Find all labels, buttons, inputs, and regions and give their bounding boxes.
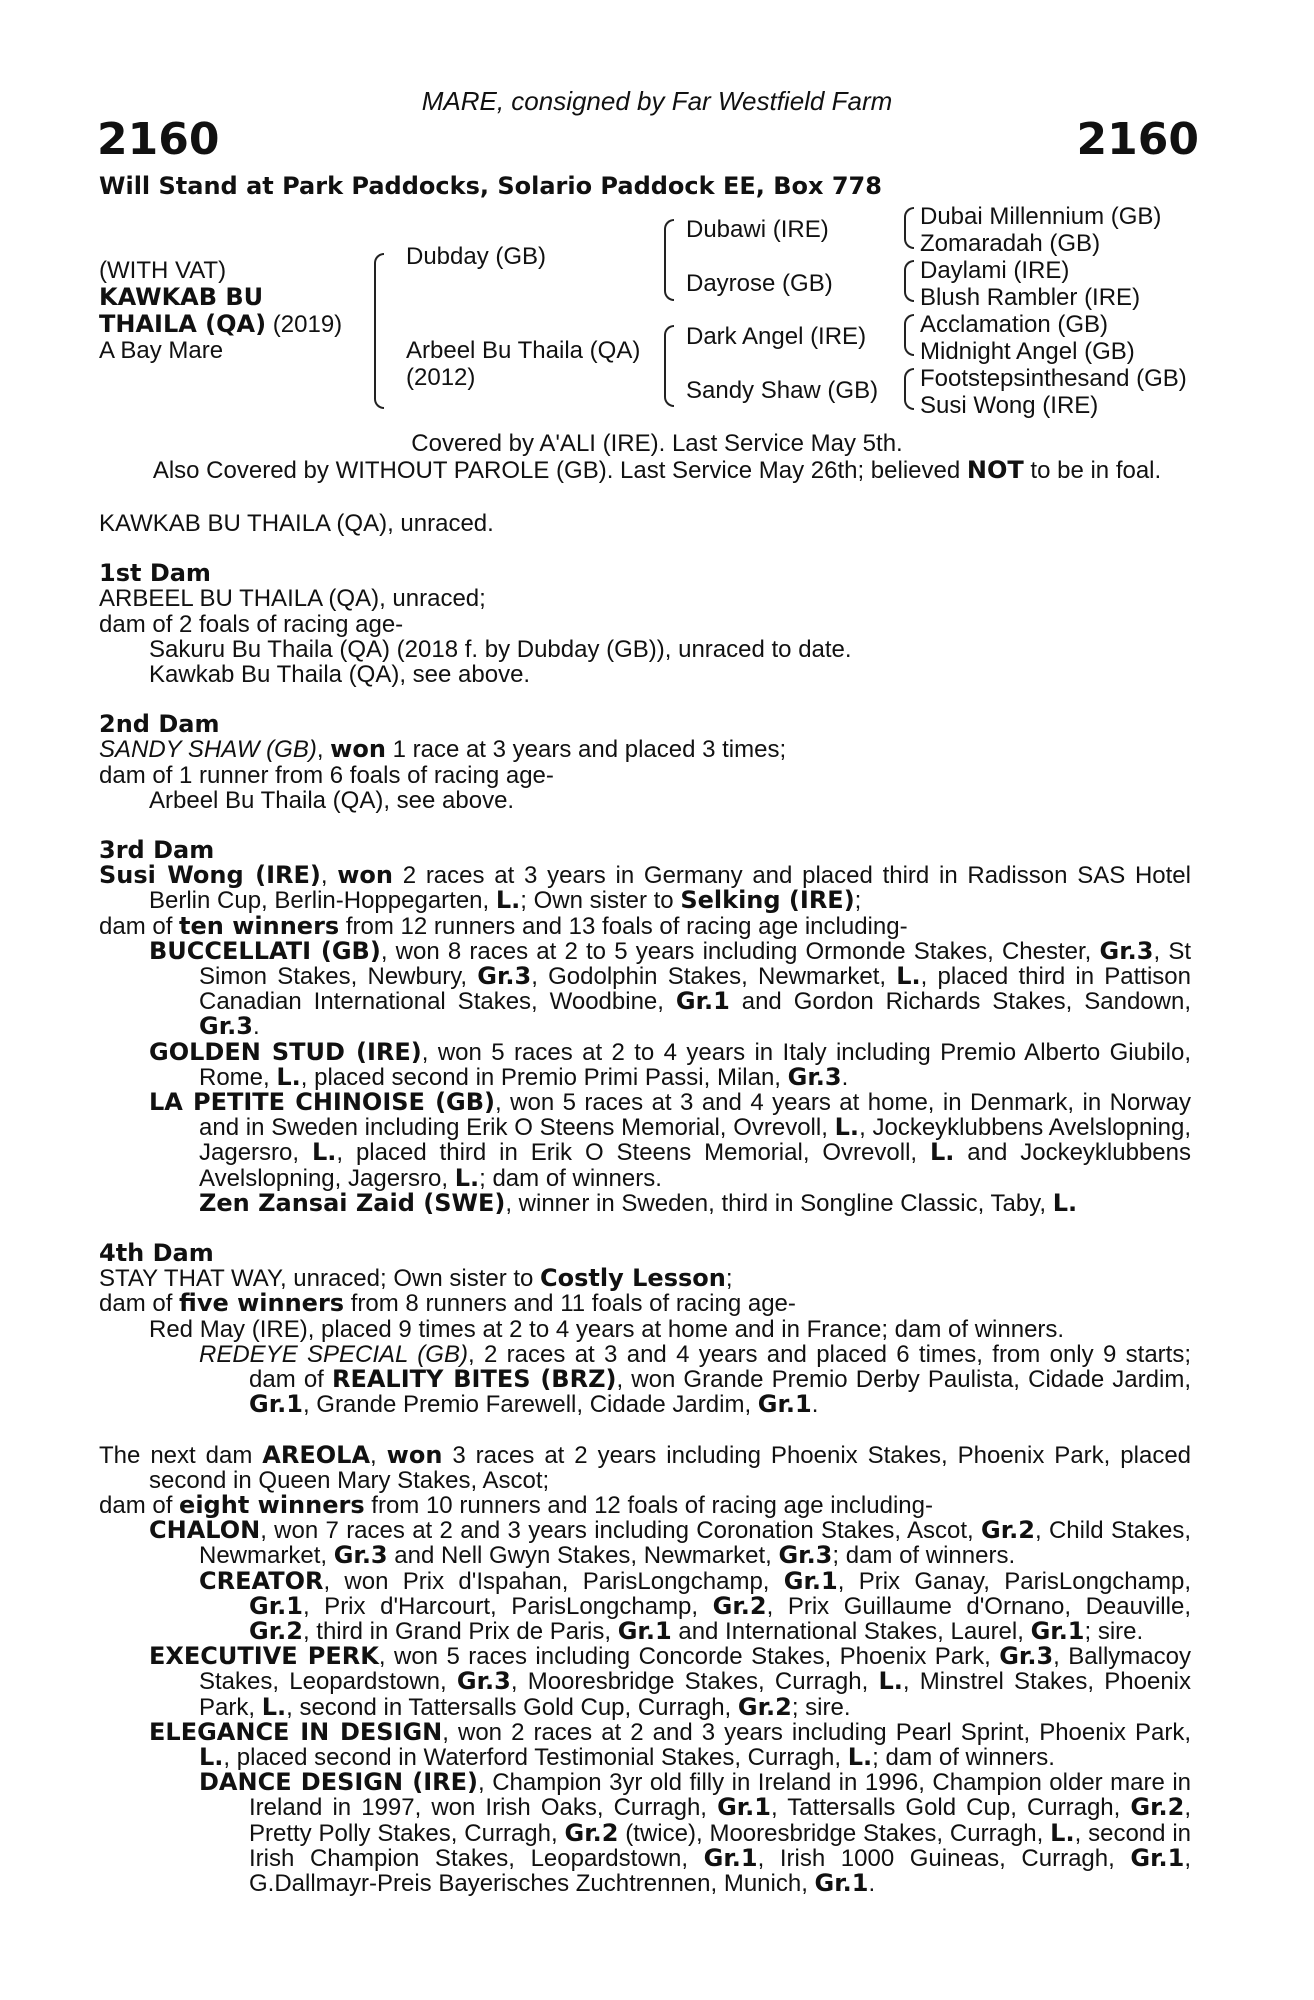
buccellati-c: , Godolphin Stakes, Newmarket, — [531, 963, 897, 991]
first-dam-heading: 1st Dam — [99, 559, 211, 588]
lot-number-right: 2160 — [1076, 114, 1199, 165]
produce-zen-zansai-zaid — [99, 1188, 1191, 1217]
redeye-g1: Gr.1 — [249, 1390, 303, 1419]
fourth-dam-foals-a: dam of — [99, 1290, 180, 1318]
chalon-a: , won 7 races at 2 and 3 years including Coronation Stakes, Ascot, — [260, 1517, 982, 1545]
pedigree-sd: Dayrose (GB) — [686, 270, 833, 297]
dd-name: DANCE DESIGN (IRE) — [199, 1768, 479, 1797]
buccellati-g1: Gr.3 — [1099, 936, 1154, 965]
first-dam-produce-1: Sakuru Bu Thaila (QA) (2018 f. by Dubday (GB)), unraced to date. — [149, 635, 852, 663]
creator-g: ; sire. — [1084, 1617, 1144, 1645]
covered-not: NOT — [966, 456, 1024, 484]
stand-at-line: Will Stand at Park Paddocks, Solario Paddock EE, Box 778 — [99, 172, 882, 200]
ep-f: ; sire. — [791, 1693, 851, 1721]
next-dam-foals-a: dam of — [99, 1491, 180, 1519]
pedigree-ds: Dark Angel (IRE) — [686, 323, 867, 350]
third-dam-foals — [99, 911, 1191, 940]
lpc-a: , won 5 races at 3 and 4 years at home, in Denmark, in Norway and in Sweden including Erik O Steens Memorial, Ovrevoll, — [199, 1089, 1192, 1142]
dd-a: , Champion 3yr old filly in Ireland in 1996, Champion older mare in Ireland in 1997, won Irish Oaks, Curragh, — [249, 1769, 1192, 1822]
dd-e: , second in Irish Champion Stakes, Leopardstown, — [249, 1819, 1192, 1872]
third-dam-t2: ; Own sister to — [520, 887, 681, 915]
dd-c: , Pretty Polly Stakes, Curragh, — [249, 1794, 1192, 1847]
lpc-name: LA PETITE CHINOISE (GB) — [149, 1088, 496, 1117]
pedigree-dam-year: (2012) — [406, 364, 476, 391]
creator-g2: Gr.1 — [249, 1591, 303, 1620]
ep-name: EXECUTIVE PERK — [149, 1642, 379, 1671]
next-dam-line: The next dam AREOLA, won 3 races at 2 years including Phoenix Stakes, Phoenix Park, placed second in Queen Mary Stakes, Ascot; — [99, 1440, 1192, 1494]
zzz-a: , winner in Sweden, third in Songline Classic, Taby, — [505, 1189, 1053, 1217]
covered-line-2-a: Also Covered by WITHOUT PAROLE (GB). Last Service May 26th; believed — [152, 457, 967, 484]
produce-creator — [99, 1566, 1191, 1645]
produce-redeye-special — [99, 1342, 1191, 1418]
creator-g5: Gr.1 — [617, 1616, 672, 1645]
redeye-g2: Gr.1 — [757, 1390, 812, 1419]
creator-g3: Gr.2 — [712, 1591, 767, 1620]
dd-g4: Gr.1 — [703, 1843, 758, 1872]
pedigree-sdd: Blush Rambler (IRE) — [920, 284, 1141, 311]
redeye-c: , Grande Premio Farewell, Cidade Jardim, — [302, 1391, 758, 1419]
dd-g3: Gr.2 — [564, 1818, 619, 1847]
pedigree-ss: Dubawi (IRE) — [686, 216, 829, 243]
covered-line-2 — [0, 456, 1314, 485]
chalon-d: ; dam of winners. — [832, 1542, 1016, 1570]
eid-l1: L. — [199, 1742, 224, 1771]
horse-year: (2019) — [266, 311, 343, 338]
lpc-e: ; dam of winners. — [479, 1164, 662, 1192]
produce-golden-stud — [99, 1037, 1191, 1091]
third-dam-winners: ten winners — [179, 911, 340, 940]
eid-c: ; dam of winners. — [872, 1743, 1055, 1771]
produce-elegance-in-design — [99, 1717, 1191, 1771]
third-dam-name: Susi Wong (IRE) — [99, 861, 321, 890]
golden-stud-g: Gr.3 — [787, 1062, 842, 1091]
next-dam-foals-b: from 10 runners and 12 foals of racing age including- — [364, 1491, 933, 1519]
produce-la-petite-chinoise — [99, 1090, 1191, 1191]
ep-e: , second in Tattersalls Gold Cup, Curragh, — [286, 1693, 738, 1721]
ep-g3: Gr.2 — [737, 1692, 792, 1721]
third-dam-line: Susi Wong (IRE), won 2 races at 3 years in Germany and placed third in Radisson SAS Hotel Berlin Cup, Berlin-Hoppegarten, L.; Own sister to Selking (IRE); — [99, 861, 1191, 915]
dd-h: . — [868, 1869, 876, 1897]
pedigree-dd: Sandy Shaw (GB) — [686, 377, 879, 404]
buccellati-g2: Gr.3 — [477, 962, 532, 991]
pedigree-brace-sd — [904, 260, 914, 302]
redeye-b: , won Grande Premio Derby Paulista, Cidade Jardim, — [616, 1366, 1191, 1394]
second-dam-record: 1 race at 3 years and placed 3 times; — [385, 736, 787, 764]
creator-a: , won Prix d'Ispahan, ParisLongchamp, — [323, 1567, 784, 1595]
creator-f: and International Stakes, Laurel, — [671, 1617, 1031, 1645]
catalogue-body — [99, 511, 1191, 1896]
chalon-g3: Gr.3 — [778, 1541, 833, 1570]
pedigree-brace-ss — [904, 207, 914, 249]
pedigree-ssd: Zomaradah (GB) — [920, 230, 1101, 257]
creator-name: CREATOR — [199, 1566, 324, 1595]
fourth-dam-heading: 4th Dam — [99, 1239, 214, 1268]
lpc-c: , placed third in Erik O Steens Memorial, Ovrevoll, — [336, 1139, 930, 1167]
buccellati-e: and Gordon Richards Stakes, Sandown, — [729, 988, 1191, 1016]
next-dam-a: The next dam — [99, 1441, 263, 1469]
chalon-name: CHALON — [149, 1516, 261, 1545]
buccellati-d: , placed third in Pattison Canadian International Stakes, Woodbine, — [199, 963, 1192, 1016]
ep-b: , Ballymacoy Stakes, Leopardstown, — [199, 1643, 1191, 1696]
first-dam-foals: dam of 2 foals of racing age- — [99, 610, 404, 638]
pedigree-brace-ds — [904, 314, 914, 356]
third-dam-heading: 3rd Dam — [99, 836, 215, 865]
ep-a: , won 5 races including Concorde Stakes, Phoenix Park, — [378, 1643, 1000, 1671]
horse-name-line2-text: THAILA (QA) — [99, 310, 267, 338]
creator-b: , Prix Ganay, ParisLongchamp, — [837, 1567, 1191, 1595]
fourth-dam-b: ; — [725, 1265, 733, 1293]
vat-note: (WITH VAT) — [99, 257, 227, 284]
chalon-b: , Child Stakes, Newmarket, — [199, 1517, 1192, 1570]
buccellati-g4: Gr.3 — [199, 1012, 253, 1041]
third-dam-t1: 2 races at 3 years in Germany and placed third in Radisson SAS Hotel Berlin Cup, Berlin-Hoppegarten, — [149, 862, 1191, 915]
dd-g5: Gr.1 — [1130, 1843, 1185, 1872]
fourth-dam-a: STAY THAT WAY, unraced; Own sister to — [99, 1265, 541, 1293]
dd-g1: Gr.1 — [717, 1793, 771, 1822]
zzz-l: L. — [1052, 1188, 1078, 1217]
chalon-g2: Gr.3 — [333, 1541, 388, 1570]
second-dam-heading: 2nd Dam — [99, 710, 220, 739]
creator-d: , Prix Guillaume d'Ornano, Deauville, — [766, 1592, 1191, 1620]
fourth-dam-foals-b: from 8 runners and 11 foals of racing age- — [344, 1290, 796, 1318]
produce-red-may: Red May (IRE), placed 9 times at 2 to 4 years at home and in France; dam of winners. — [149, 1315, 1065, 1343]
second-dam-line: SANDY SHAW (GB), won 1 race at 3 years and placed 3 times; — [99, 735, 787, 764]
redeye-a: , 2 races at 3 and 4 years and placed 6 times, from only 9 starts; dam of — [249, 1340, 1191, 1394]
golden-stud-c: . — [841, 1063, 849, 1091]
pedigree-brace-dd — [904, 368, 914, 410]
buccellati-l: L. — [896, 962, 921, 991]
pedigree-dds: Footstepsinthesand (GB) — [920, 365, 1187, 392]
third-dam-won: won — [337, 861, 393, 890]
third-dam-foals-a: dam of — [99, 912, 180, 940]
dd-b: , Tattersalls Gold Cup, Curragh, — [771, 1794, 1131, 1822]
produce-executive-perk — [99, 1644, 1191, 1720]
horse-description: A Bay Mare — [99, 337, 224, 364]
eid-l2: L. — [847, 1742, 873, 1771]
consignment-line: MARE, consigned by Far Westfield Farm — [421, 86, 893, 116]
lpc-l2: L. — [311, 1138, 337, 1167]
redeye-name: REDEYE SPECIAL (GB) — [199, 1340, 468, 1368]
pedigree-sire: Dubday (GB) — [406, 243, 547, 270]
dd-g2: Gr.2 — [1130, 1793, 1185, 1822]
lpc-d: and Jockeyklubbens Avelslopning, Jagersro, — [199, 1139, 1191, 1192]
dd-g: , G.Dallmayr-Preis Bayerisches Zuchtrennen, Munich, — [249, 1844, 1192, 1897]
buccellati-f: . — [252, 1013, 260, 1041]
dd-f: , Irish 1000 Guineas, Curragh, — [757, 1844, 1131, 1872]
third-dam-listed: L. — [495, 886, 521, 915]
covered-line-2-c: to be in foal. — [1023, 457, 1162, 484]
creator-g1: Gr.1 — [783, 1566, 838, 1595]
zzz-name: Zen Zansai Zaid (SWE) — [199, 1188, 506, 1217]
golden-stud-b: , placed second in Premio Primi Passi, Milan, — [300, 1063, 788, 1091]
covered-line-1: Covered by A'ALI (IRE). Last Service May 5th. — [411, 430, 903, 457]
pedigree-ddd: Susi Wong (IRE) — [920, 392, 1099, 419]
lpc-l3: L. — [929, 1138, 955, 1167]
next-dam-won: won — [386, 1440, 443, 1469]
pedigree-dss: Acclamation (GB) — [920, 311, 1109, 338]
ep-c: , Mooresbridge Stakes, Curragh, — [510, 1668, 879, 1696]
reality-bites-name: REALITY BITES (BRZ) — [331, 1365, 617, 1394]
lpc-l4: L. — [454, 1163, 480, 1192]
chalon-c: and Nell Gwyn Stakes, Newmarket, — [387, 1542, 779, 1570]
third-dam-foals-b: from 12 runners and 13 foals of racing age including- — [339, 912, 908, 940]
lpc-l1: L. — [834, 1113, 860, 1142]
ep-l2: L. — [261, 1692, 287, 1721]
chalon-g1: Gr.2 — [981, 1516, 1035, 1545]
pedigree-brace-sire — [664, 219, 674, 301]
next-dam-name: AREOLA — [262, 1440, 371, 1469]
first-dam-produce-2: Kawkab Bu Thaila (QA), see above. — [149, 661, 531, 689]
golden-stud-l: L. — [276, 1062, 301, 1091]
produce-buccellati — [99, 936, 1192, 1041]
horse-name-line2 — [99, 310, 342, 339]
pedigree-sss: Dubai Millennium (GB) — [920, 203, 1162, 230]
dd-l: L. — [1050, 1818, 1075, 1847]
lpc-b: , Jockeyklubbens Avelslopning, Jagersro, — [199, 1114, 1191, 1167]
fourth-dam-line — [99, 1266, 1191, 1291]
produce-dance-design — [99, 1770, 1191, 1896]
pedigree-dsd: Midnight Angel (GB) — [920, 338, 1135, 365]
pedigree-brace-main — [374, 253, 384, 409]
fourth-dam-winners: five winners — [179, 1289, 345, 1318]
third-dam-sister: Selking (IRE) — [680, 886, 855, 915]
creator-g6: Gr.1 — [1030, 1616, 1085, 1645]
buccellati-g3: Gr.1 — [675, 987, 730, 1016]
dd-d: (twice), Mooresbridge Stakes, Curragh, — [618, 1819, 1051, 1847]
next-dam-b: 3 races at 2 years including Phoenix Stakes, Phoenix Park, placed second in Queen Mary Stakes, Ascot; — [149, 1441, 1192, 1494]
pedigree-dam: Arbeel Bu Thaila (QA) — [406, 337, 641, 364]
ep-g1: Gr.3 — [999, 1642, 1054, 1671]
race-record: KAWKAB BU THAILA (QA), unraced. — [99, 510, 494, 537]
third-dam-t3: ; — [854, 887, 862, 915]
eid-name: ELEGANCE IN DESIGN — [149, 1717, 443, 1746]
pedigree-sds: Daylami (IRE) — [920, 257, 1070, 284]
next-dam-foals — [99, 1490, 1191, 1519]
redeye-d: . — [811, 1391, 819, 1419]
eid-b: , placed second in Waterford Testimonial Stakes, Curragh, — [223, 1743, 848, 1771]
next-dam-winners: eight winners — [179, 1490, 365, 1519]
golden-stud-name: GOLDEN STUD (IRE) — [149, 1037, 422, 1066]
produce-chalon — [99, 1518, 1191, 1568]
creator-e: , third in Grand Prix de Paris, — [302, 1617, 618, 1645]
second-dam-produce: Arbeel Bu Thaila (QA), see above. — [149, 786, 515, 814]
buccellati-a: , won 8 races at 2 to 5 years including Ormonde Stakes, Chester, — [380, 937, 1100, 965]
second-dam-foals: dam of 1 runner from 6 foals of racing age- — [99, 761, 554, 789]
buccellati-name: BUCCELLATI (GB) — [149, 936, 381, 965]
first-dam-line: ARBEEL BU THAILA (QA), unraced; — [99, 585, 486, 613]
horse-name-line1: KAWKAB BU — [99, 283, 264, 311]
fourth-dam-sister: Costly Lesson — [540, 1264, 726, 1293]
fourth-dam-foals — [99, 1291, 1191, 1316]
second-dam-won: won — [330, 735, 386, 764]
dd-g6: Gr.1 — [814, 1868, 869, 1897]
ep-g2: Gr.3 — [456, 1667, 511, 1696]
golden-stud-a: , won 5 races at 2 to 4 years in Italy including Premio Alberto Giubilo, Rome, — [199, 1038, 1191, 1091]
lot-number-left: 2160 — [97, 114, 220, 165]
eid-a: , won 2 races at 2 and 3 years including Pearl Sprint, Phoenix Park, — [442, 1718, 1191, 1746]
ep-d: , Minstrel Stakes, Phoenix Park, — [199, 1668, 1191, 1721]
pedigree-brace-dam — [664, 325, 674, 407]
creator-c: , Prix d'Harcourt, ParisLongchamp, — [302, 1592, 713, 1620]
creator-g4: Gr.2 — [249, 1616, 303, 1645]
buccellati-b: , St Simon Stakes, Newbury, — [199, 937, 1191, 991]
second-dam-name: SANDY SHAW (GB) — [99, 736, 317, 764]
ep-l1: L. — [878, 1667, 903, 1696]
